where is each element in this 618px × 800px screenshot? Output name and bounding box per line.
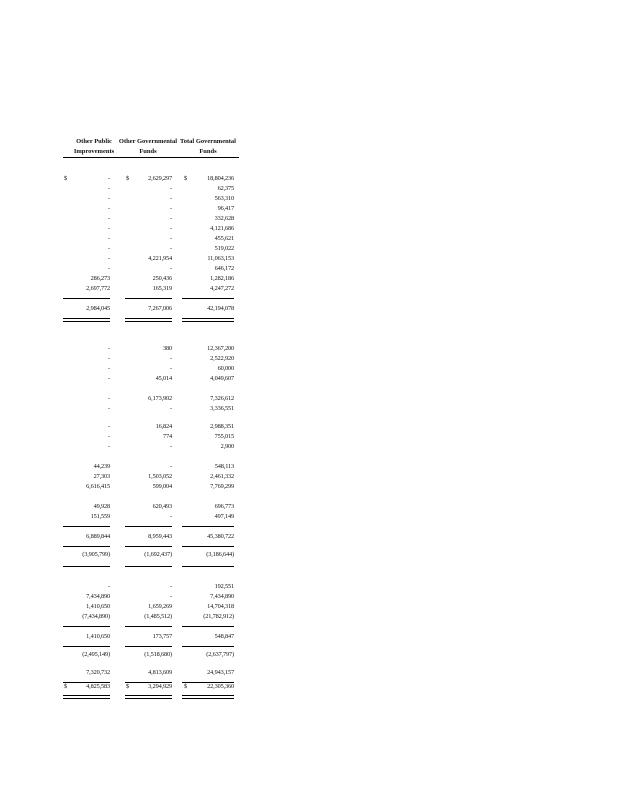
table-cell: [183, 344, 234, 353]
cell-value: 2,629,297: [148, 175, 172, 182]
table-cell: [183, 462, 234, 471]
table-cell: [183, 404, 234, 413]
table-cell: [63, 224, 110, 233]
table-cell: [63, 592, 110, 601]
cell-value: 519,022: [214, 245, 234, 252]
cell-value: 599,004: [152, 483, 172, 490]
table-cell: [63, 394, 110, 403]
total-rule: [125, 318, 172, 322]
cell-value: 96,417: [217, 205, 234, 212]
cell-value: 2,984,045: [86, 305, 110, 312]
subtotal-rule: [182, 626, 234, 627]
table-cell: [183, 602, 234, 611]
cell-value: 2,697,772: [86, 285, 110, 292]
column-header-other-public-improvements: [63, 127, 125, 158]
subtotal-rule: [63, 682, 110, 683]
table-cell: [125, 632, 172, 641]
dollar-sign: $: [64, 175, 67, 182]
table-cell: [125, 592, 172, 601]
cell-value: -: [108, 375, 110, 382]
table-cell: [63, 668, 110, 677]
cell-value: 1,282,186: [210, 275, 234, 282]
subtotal-rule: [63, 626, 110, 627]
dollar-sign: $: [126, 683, 129, 690]
cell-value: -: [108, 215, 110, 222]
table-cell: [183, 204, 234, 213]
cell-value: 563,310: [214, 195, 234, 202]
table-cell: [183, 214, 234, 223]
cell-value: 1,659,269: [148, 603, 172, 610]
table-cell: [183, 582, 234, 591]
cell-value: 42,194,078: [207, 305, 234, 312]
table-cell: [183, 374, 234, 383]
table-cell: [125, 354, 172, 363]
cell-value: -: [170, 205, 172, 212]
subtotal-rule: [125, 682, 172, 683]
cell-value: -: [170, 593, 172, 600]
cell-value: 2,461,332: [210, 473, 234, 480]
table-cell: [183, 354, 234, 363]
cell-value: 4,121,686: [210, 225, 234, 232]
table-cell: [183, 422, 234, 431]
table-cell: [183, 234, 234, 243]
table-cell: [63, 234, 110, 243]
table-cell: [63, 284, 110, 293]
table-cell: [63, 204, 110, 213]
table-cell: [125, 204, 172, 213]
cell-value: -: [108, 443, 110, 450]
cell-value: 7,769,299: [210, 483, 234, 490]
table-cell: [125, 502, 172, 511]
cell-value: 151,559: [90, 513, 110, 520]
subtotal-rule: [63, 526, 110, 527]
header-text: Other Public Improvements: [73, 138, 115, 155]
total-rule: [63, 318, 110, 322]
table-cell: [125, 234, 172, 243]
table-cell: [125, 214, 172, 223]
table-cell: [125, 364, 172, 373]
cell-value: -: [108, 255, 110, 262]
table-cell: [183, 224, 234, 233]
table-cell: [63, 550, 110, 559]
cell-value: 250,436: [152, 275, 172, 282]
cell-value: 646,172: [214, 265, 234, 272]
subtotal-rule: [182, 566, 234, 567]
subtotal-rule: [182, 526, 234, 527]
dollar-sign: $: [184, 683, 187, 690]
cell-value: 3,294,929: [148, 683, 172, 690]
column-header-total-governmental-funds: [177, 127, 239, 158]
table-cell: [183, 174, 234, 183]
table-cell: [125, 244, 172, 253]
table-cell: [183, 194, 234, 203]
subtotal-rule: [125, 546, 172, 547]
cell-value: -: [108, 265, 110, 272]
cell-value: 774: [163, 433, 172, 440]
cell-value: (3,186,644): [206, 551, 234, 558]
cell-value: 332,628: [214, 215, 234, 222]
table-cell: [63, 472, 110, 481]
cell-value: 165,319: [152, 285, 172, 292]
cell-value: 4,049,607: [210, 375, 234, 382]
table-cell: [183, 682, 234, 691]
table-cell: [183, 184, 234, 193]
cell-value: 7,434,890: [210, 593, 234, 600]
table-cell: [63, 502, 110, 511]
cell-value: -: [170, 225, 172, 232]
table-cell: [125, 472, 172, 481]
table-cell: [125, 682, 172, 691]
column-header-other-governmental-funds: [117, 127, 179, 158]
subtotal-rule: [63, 546, 110, 547]
subtotal-rule: [63, 566, 110, 567]
table-cell: [183, 254, 234, 263]
cell-value: 2,900: [220, 443, 234, 450]
cell-value: -: [170, 513, 172, 520]
subtotal-rule: [125, 298, 172, 299]
table-cell: [125, 374, 172, 383]
total-rule: [63, 695, 110, 699]
cell-value: 2,522,920: [210, 355, 234, 362]
total-rule: [182, 318, 234, 322]
cell-value: -: [108, 355, 110, 362]
cell-value: 173,757: [152, 633, 172, 640]
table-cell: [125, 482, 172, 491]
cell-value: 192,551: [214, 583, 234, 590]
cell-value: (3,905,799): [82, 551, 110, 558]
cell-value: -: [170, 215, 172, 222]
cell-value: 7,326,612: [210, 395, 234, 402]
table-cell: [63, 422, 110, 431]
cell-value: -: [170, 195, 172, 202]
table-cell: [183, 612, 234, 621]
cell-value: 4,247,272: [210, 285, 234, 292]
table-cell: [125, 582, 172, 591]
table-cell: [125, 612, 172, 621]
cell-value: 497,149: [214, 513, 234, 520]
cell-value: -: [170, 355, 172, 362]
table-cell: [63, 462, 110, 471]
table-cell: [183, 550, 234, 559]
cell-value: 696,773: [214, 503, 234, 510]
cell-value: 49,928: [93, 503, 110, 510]
cell-value: -: [108, 395, 110, 402]
cell-value: -: [170, 365, 172, 372]
cell-value: -: [108, 405, 110, 412]
table-cell: [183, 668, 234, 677]
table-cell: [63, 354, 110, 363]
cell-value: -: [108, 205, 110, 212]
cell-value: -: [108, 245, 110, 252]
cell-value: 2,988,351: [210, 423, 234, 430]
cell-value: 548,113: [214, 463, 234, 470]
table-cell: [63, 682, 110, 691]
table-cell: [183, 632, 234, 641]
cell-value: 455,621: [214, 235, 234, 242]
cell-value: (1,485,512): [144, 613, 172, 620]
table-cell: [63, 512, 110, 521]
table-cell: [125, 224, 172, 233]
cell-value: 1,503,052: [148, 473, 172, 480]
cell-value: 14,704,318: [207, 603, 234, 610]
dollar-sign: $: [184, 175, 187, 182]
cell-value: (2,637,797): [206, 651, 234, 658]
cell-value: -: [170, 463, 172, 470]
table-cell: [63, 482, 110, 491]
table-cell: [63, 244, 110, 253]
cell-value: 755,015: [214, 433, 234, 440]
cell-value: (7,434,890): [82, 613, 110, 620]
table-cell: [183, 364, 234, 373]
table-cell: [183, 304, 234, 313]
cell-value: -: [108, 345, 110, 352]
subtotal-rule: [125, 646, 172, 647]
cell-value: -: [170, 235, 172, 242]
cell-value: 620,493: [152, 503, 172, 510]
table-cell: [125, 550, 172, 559]
cell-value: 286,273: [90, 275, 110, 282]
subtotal-rule: [182, 646, 234, 647]
table-cell: [125, 432, 172, 441]
table-cell: [63, 632, 110, 641]
table-cell: [183, 502, 234, 511]
cell-value: 27,303: [93, 473, 110, 480]
cell-value: -: [108, 195, 110, 202]
cell-value: 1,410,650: [86, 603, 110, 610]
cell-value: -: [108, 583, 110, 590]
cell-value: 380: [163, 345, 172, 352]
cell-value: 7,267,006: [148, 305, 172, 312]
cell-value: 4,825,583: [86, 683, 110, 690]
table-cell: [63, 582, 110, 591]
cell-value: -: [170, 265, 172, 272]
cell-value: 7,320,732: [86, 669, 110, 676]
subtotal-rule: [125, 566, 172, 567]
cell-value: (2,495,149): [82, 651, 110, 658]
cell-value: 6,173,902: [148, 395, 172, 402]
cell-value: 22,305,360: [207, 683, 234, 690]
table-cell: [63, 364, 110, 373]
total-rule: [182, 695, 234, 699]
dollar-sign: $: [126, 175, 129, 182]
table-cell: [183, 244, 234, 253]
table-cell: [125, 254, 172, 263]
subtotal-rule: [182, 298, 234, 299]
table-cell: [63, 194, 110, 203]
table-cell: [125, 344, 172, 353]
cell-value: 3,336,551: [210, 405, 234, 412]
cell-value: -: [170, 245, 172, 252]
table-cell: [63, 442, 110, 451]
table-cell: [125, 274, 172, 283]
table-cell: [125, 284, 172, 293]
cell-value: (1,518,680): [144, 651, 172, 658]
table-cell: [125, 602, 172, 611]
total-rule: [125, 695, 172, 699]
table-cell: [125, 442, 172, 451]
cell-value: -: [108, 185, 110, 192]
table-cell: [125, 462, 172, 471]
table-cell: [63, 304, 110, 313]
table-cell: [63, 612, 110, 621]
table-cell: [63, 404, 110, 413]
table-cell: [125, 512, 172, 521]
cell-value: 24,943,157: [207, 669, 234, 676]
table-cell: [183, 432, 234, 441]
table-cell: [125, 304, 172, 313]
cell-value: 12,367,200: [207, 345, 234, 352]
table-cell: [125, 264, 172, 273]
header-text: Total Governmental Funds: [180, 138, 236, 155]
cell-value: 4,813,609: [148, 669, 172, 676]
table-cell: [63, 264, 110, 273]
table-cell: [125, 184, 172, 193]
table-cell: [63, 214, 110, 223]
subtotal-rule: [125, 526, 172, 527]
table-cell: [63, 650, 110, 659]
table-cell: [183, 592, 234, 601]
cell-value: -: [170, 583, 172, 590]
table-cell: [125, 532, 172, 541]
cell-value: 7,434,890: [86, 593, 110, 600]
cell-value: (1,692,437): [144, 551, 172, 558]
table-cell: [183, 512, 234, 521]
cell-value: -: [108, 235, 110, 242]
subtotal-rule: [63, 298, 110, 299]
table-cell: [63, 254, 110, 263]
table-cell: [63, 532, 110, 541]
table-cell: [183, 650, 234, 659]
cell-value: (21,782,912): [203, 613, 234, 620]
cell-value: -: [108, 433, 110, 440]
table-cell: [183, 482, 234, 491]
subtotal-rule: [63, 646, 110, 647]
cell-value: -: [170, 405, 172, 412]
table-cell: [63, 602, 110, 611]
cell-value: 11,063,153: [207, 255, 234, 262]
cell-value: -: [108, 175, 110, 182]
table-cell: [183, 394, 234, 403]
cell-value: 62,375: [217, 185, 234, 192]
table-cell: [63, 432, 110, 441]
table-cell: [125, 668, 172, 677]
cell-value: 16,824: [155, 423, 172, 430]
cell-value: -: [170, 185, 172, 192]
table-cell: [63, 344, 110, 353]
table-cell: [63, 174, 110, 183]
cell-value: -: [108, 365, 110, 372]
table-cell: [125, 394, 172, 403]
table-cell: [183, 532, 234, 541]
subtotal-rule: [182, 682, 234, 683]
cell-value: 6,616,415: [86, 483, 110, 490]
cell-value: 6,889,844: [86, 533, 110, 540]
subtotal-rule: [182, 546, 234, 547]
table-cell: [125, 174, 172, 183]
table-cell: [125, 194, 172, 203]
table-cell: [63, 274, 110, 283]
dollar-sign: $: [64, 683, 67, 690]
cell-value: -: [108, 423, 110, 430]
cell-value: 18,804,236: [207, 175, 234, 182]
table-cell: [183, 442, 234, 451]
cell-value: 8,959,443: [148, 533, 172, 540]
table-cell: [125, 650, 172, 659]
table-cell: [63, 374, 110, 383]
cell-value: 548,847: [214, 633, 234, 640]
table-cell: [125, 404, 172, 413]
cell-value: 45,380,722: [207, 533, 234, 540]
cell-value: 4,221,954: [148, 255, 172, 262]
table-cell: [183, 472, 234, 481]
subtotal-rule: [125, 626, 172, 627]
cell-value: 44,239: [93, 463, 110, 470]
cell-value: -: [108, 225, 110, 232]
cell-value: 45,014: [155, 375, 172, 382]
cell-value: -: [170, 443, 172, 450]
cell-value: 1,410,650: [86, 633, 110, 640]
table-cell: [183, 264, 234, 273]
table-cell: [125, 422, 172, 431]
header-text: Other Governmental Funds: [118, 138, 178, 155]
table-cell: [63, 184, 110, 193]
cell-value: 60,000: [217, 365, 234, 372]
table-cell: [183, 284, 234, 293]
table-cell: [183, 274, 234, 283]
